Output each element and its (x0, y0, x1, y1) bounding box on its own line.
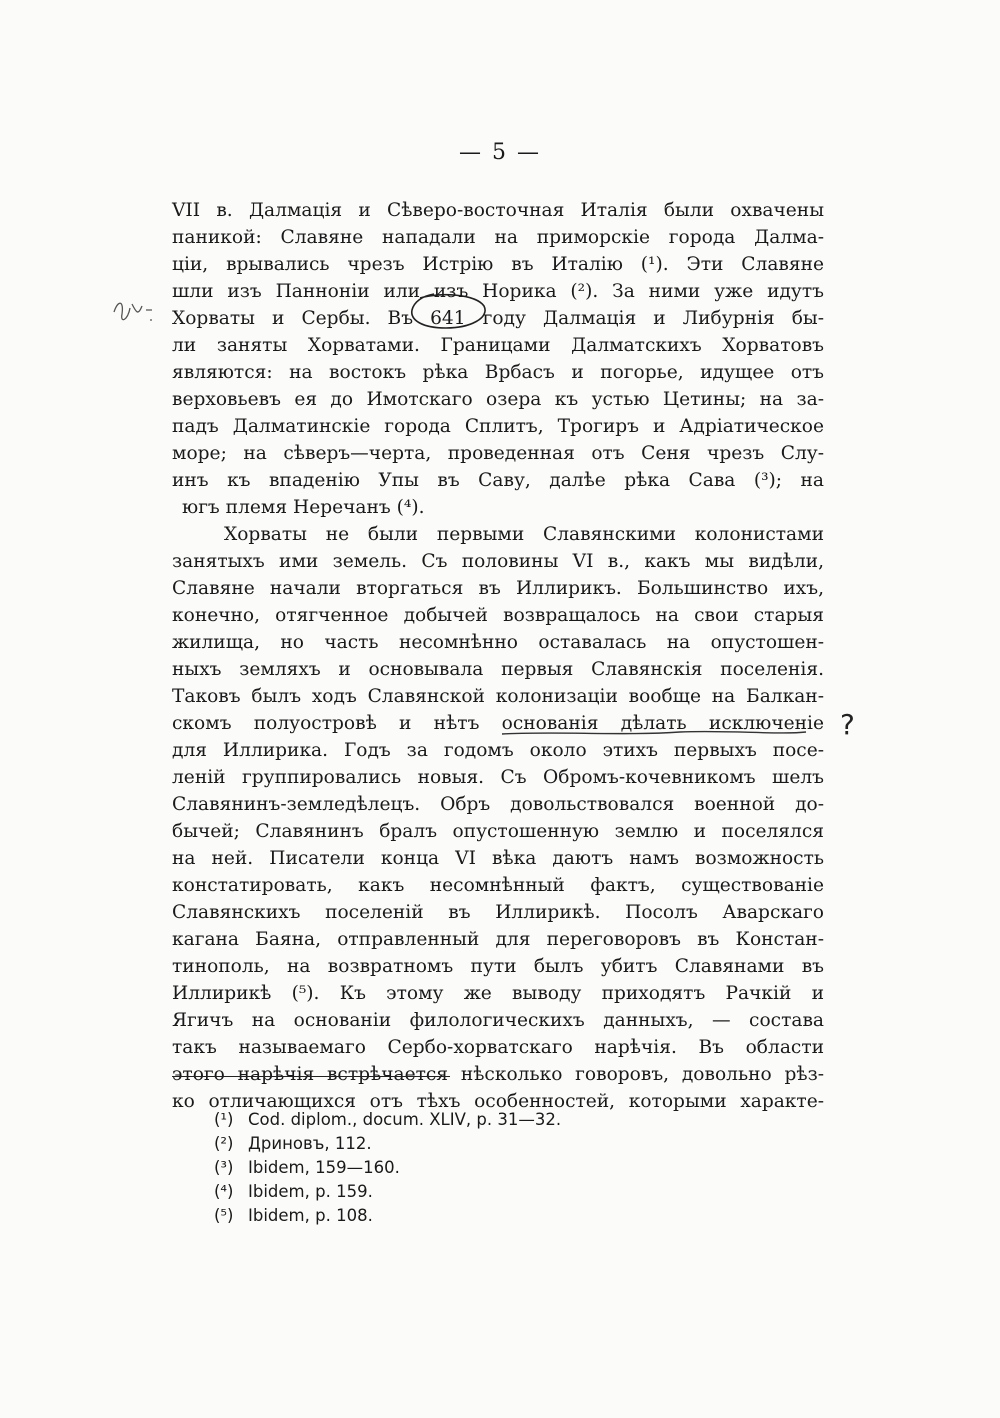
text-line: конечно, отягченное добычей возвращалось на свои старыя (172, 605, 824, 626)
footnote-5 (214, 1204, 714, 1228)
text-line: ли заняты Хорватами. Границами Далматскихъ Хорватовъ (172, 335, 824, 356)
margin-question-mark-text: ? (840, 708, 855, 741)
margin-scribble-icon (108, 290, 158, 330)
body-text (172, 197, 824, 1115)
footnote-divider (172, 1076, 450, 1077)
footnotes (214, 1108, 714, 1228)
margin-question-mark-icon (838, 706, 858, 742)
footnote-mark: (⁴) (214, 1182, 234, 1201)
text-line: жилища, но часть несомнѣнно оставалась на опустошен- (172, 632, 824, 653)
footnote-mark: (⁵) (214, 1206, 234, 1225)
text-line: Славянскихъ поселеній въ Иллирикѣ. Посолъ Аварскаго (172, 902, 824, 923)
text-line: скомъ полуостровѣ и нѣтъ основанія дѣлать исключеніе (172, 713, 824, 734)
text-line: падъ Далматинскіе города Сплитъ, Трогиръ и Адріатическое (172, 416, 824, 437)
footnote-1 (214, 1108, 714, 1132)
text-line: верховьевъ ея до Имотскаго озера къ устью Цетины; на за- (172, 389, 824, 410)
footnote-text: Дриновъ, 112. (248, 1134, 372, 1153)
text-line: ныхъ земляхъ и основывала первыя Славянскія поселенія. (172, 659, 824, 680)
text-line: Славянинъ-земледѣлецъ. Обръ довольствовался военной до- (172, 794, 824, 815)
text-line: для Иллирика. Годъ за годомъ около этихъ первыхъ посе- (172, 740, 824, 761)
footnote-4 (214, 1180, 714, 1204)
footnote-text: Ibidem, p. 159. (248, 1182, 373, 1201)
text-line: занятыхъ ими земель. Съ половины VI в., какъ мы видѣли, (172, 551, 824, 572)
text-line: Иллирикѣ (⁵). Къ этому же выводу приходятъ Рачкій и (172, 983, 824, 1004)
text-line: такъ называемаго Сербо-хорватскаго нарѣчія. Въ области (172, 1037, 824, 1058)
text-line: констатировать, какъ несомнѣнный фактъ, существованіе (172, 875, 824, 896)
text-line: кагана Баяна, отправленный для переговоровъ въ Констан- (172, 929, 824, 950)
text-line: море; на сѣверъ—черта, проведенная отъ Сеня чрезъ Слу- (172, 443, 824, 464)
footnote-text: Ibidem, p. 108. (248, 1206, 373, 1225)
text-line: этого нарѣчія встрѣчается нѣсколько говоровъ, довольно рѣз- (172, 1064, 824, 1085)
text-line: Хорваты не были первыми Славянскими колонистами (224, 524, 824, 545)
text-line: бычей; Славянинъ бралъ опустошенную землю и поселялся (172, 821, 824, 842)
footnote-text: Ibidem, 159—160. (248, 1158, 400, 1177)
footnote-text: Cod. diplom., docum. XLIV, p. 31—32. (248, 1110, 562, 1129)
text-line: Хорваты и Сербы. Въ 641 году Далмація и Либурнія бы- (172, 308, 824, 329)
footnote-mark: (³) (214, 1158, 234, 1177)
text-line: Таковъ былъ ходъ Славянской колонизаціи вообще на Балкан- (172, 686, 824, 707)
text-line: леній группировались новыя. Съ Обромъ-кочевникомъ шелъ (172, 767, 824, 788)
text-line: шли изъ Паннонiи или изъ Норика (²). За ними уже идутъ (172, 281, 824, 302)
text-line: VII в. Далмація и Сѣверо-восточная Италія были охвачены (172, 200, 824, 221)
text-line: югъ племя Неречанъ (⁴). (182, 497, 425, 518)
text-line: ко отличающихся отъ тѣхъ особенностей, которыми характе- (172, 1091, 824, 1112)
page-number: — 5 — (459, 140, 541, 165)
text-line: инъ къ впаденію Упы въ Саву, далѣе рѣка Сава (³); на (172, 470, 824, 491)
text-line: на ней. Писатели конца VI вѣка даютъ намъ возможность (172, 848, 824, 869)
footnote-3 (214, 1156, 714, 1180)
footnote-2 (214, 1132, 714, 1156)
footnote-mark: (¹) (214, 1110, 234, 1129)
text-line: паникой: Славяне нападали на приморскіе города Далма- (172, 227, 824, 248)
text-line: являются: на востокъ рѣка Врбасъ и погорье, идущее отъ (172, 362, 824, 383)
text-line: ціи, врывались чрезъ Истрію въ Италію (¹). Эти Славяне (172, 254, 824, 275)
text-line: Ягичъ на основаніи филологическихъ данныхъ, — состава (172, 1010, 824, 1031)
text-line: тинополь, на возвратномъ пути былъ убитъ Славянами въ (172, 956, 824, 977)
footnote-mark: (²) (214, 1134, 234, 1153)
text-line: Славяне начали вторгаться въ Иллирикъ. Большинство ихъ, (172, 578, 824, 599)
